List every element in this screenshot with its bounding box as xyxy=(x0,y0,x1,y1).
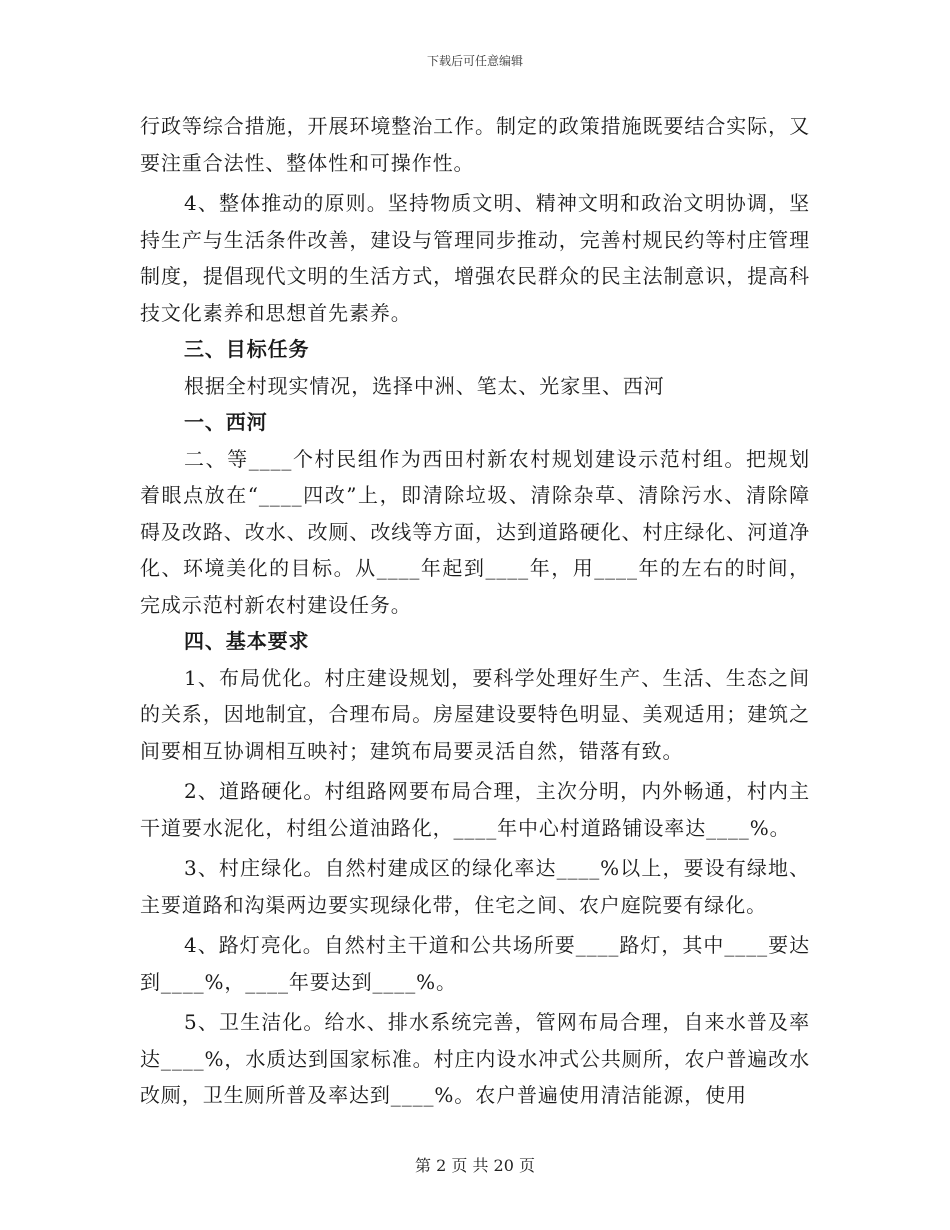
page-header-note: 下载后可任意编辑 xyxy=(426,54,523,68)
paragraph-lighting: 4、路灯亮化。自然村主干道和公共场所要____路灯，其中____要达到____%，____年要达到____%。 xyxy=(140,933,810,994)
paragraph-village-selection: 根据全村现实情况，选择中洲、笔太、光家里、西河 xyxy=(184,373,665,398)
document-body xyxy=(140,108,810,1114)
paragraph-demo-groups: 二、等____个村民组作为西田村新农村规划建设示范村组。把规划着眼点放在“____四改”上，即清除垃圾、清除杂草、清除污水、清除障碍及改路、改水、改厕、改线等方面，达到道路硬化、村庄绿化、河道净化、环境美化的目标。从____年起到____年，用____年的左右的时间，完成示范村新农村建设任务。 xyxy=(140,446,810,617)
section-heading-goals: 三、目标任务 xyxy=(184,337,310,361)
section-heading-xihe: 一、西河 xyxy=(184,410,268,434)
paragraph-principle-4: 4、整体推动的原则。坚持物质文明、精神文明和政治文明协调，坚持生产与生活条件改善，建设与管理同步推动，完善村规民约等村庄管理制度，提倡现代文明的生活方式，增强农民群众的民主法制意识，提高科技文化素养和思想首先素养。 xyxy=(140,191,810,325)
paragraph-measures: 行政等综合措施，开展环境整治工作。制定的政策措施既要结合实际，又要注重合法性、整体性和可操作性。 xyxy=(140,114,810,175)
section-heading-requirements: 四、基本要求 xyxy=(184,629,310,653)
paragraph-layout: 1、布局优化。村庄建设规划，要科学处理好生产、生活、生态之间的关系，因地制宜，合理布局。房屋建设要特色明显、美观适用；建筑之间要相互协调相互映衬；建筑布局要灵活自然，错落有致。 xyxy=(140,665,810,763)
paragraph-greening: 3、村庄绿化。自然村建成区的绿化率达____%以上，要设有绿地、主要道路和沟渠两边要实现绿化带，住宅之间、农户庭院要有绿化。 xyxy=(140,856,810,917)
paragraph-sanitation: 5、卫生洁化。给水、排水系统完善，管网布局合理，自来水普及率达____%，水质达到国家标准。村庄内设水冲式公共厕所，农户普遍改水改厕，卫生厕所普及率达到____%。农户普遍使用清洁能源，使用 xyxy=(140,1010,810,1107)
paragraph-roads: 2、道路硬化。村组路网要布局合理，主次分明，内外畅通，村内主干道要水泥化，村组公道油路化，____年中心村道路铺设率达____%。 xyxy=(140,779,810,840)
page-number: 第 2 页 共 20 页 xyxy=(415,1156,535,1175)
